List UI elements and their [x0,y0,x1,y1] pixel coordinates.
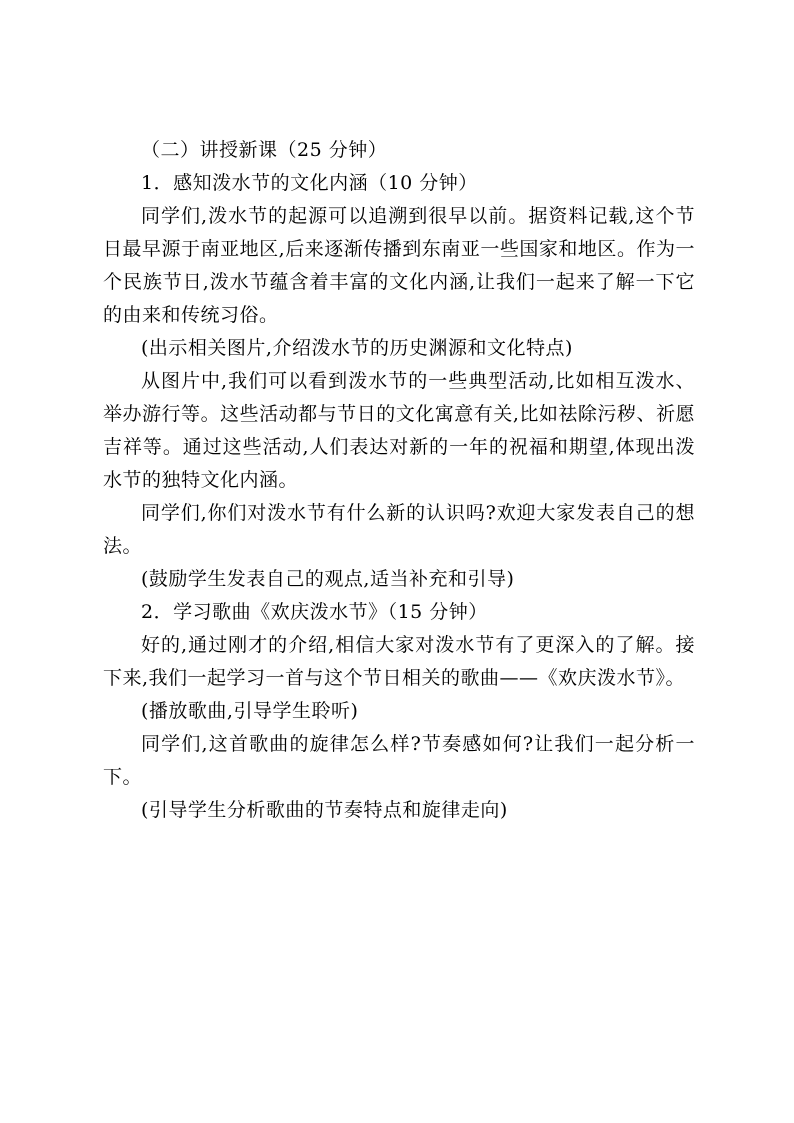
subsection-heading: 2．学习歌曲《欢庆泼水节》（15 分钟） [141,601,488,623]
section-heading: （二）讲授新课（25 分钟） [141,139,388,161]
paragraph: 同学们,你们对泼水节有什么新的认识吗?欢迎大家发表自己的想法。 [103,502,695,557]
stage-direction: (出示相关图片,介绍泼水节的历史渊源和文化特点) [141,337,573,359]
paragraph: 同学们,这首歌曲的旋律怎么样?节奏感如何?让我们一起分析一下。 [103,733,695,788]
stage-direction: (引导学生分析歌曲的节奏特点和旋律走向) [141,799,508,821]
document-body [103,134,695,827]
stage-direction: (鼓励学生发表自己的观点,适当补充和引导) [141,568,515,590]
paragraph: 同学们,泼水节的起源可以追溯到很早以前。据资料记载,这个节日最早源于南亚地区,后来逐渐传播到东南亚一些国家和地区。作为一个民族节日,泼水节蕴含着丰富的文化内涵,让我们一起来了解一下它的由来和传统习俗。 [103,205,695,326]
subsection-heading: 1．感知泼水节的文化内涵（10 分钟） [141,172,478,194]
stage-direction: (播放歌曲,引导学生聆听) [141,700,359,722]
paragraph: 好的,通过刚才的介绍,相信大家对泼水节有了更深入的了解。接下来,我们一起学习一首与这个节日相关的歌曲——《欢庆泼水节》。 [103,634,695,689]
paragraph: 从图片中,我们可以看到泼水节的一些典型活动,比如相互泼水、举办游行等。这些活动都与节日的文化寓意有关,比如祛除污秽、祈愿吉祥等。通过这些活动,人们表达对新的一年的祝福和期望,体现出泼水节的独特文化内涵。 [103,370,695,491]
